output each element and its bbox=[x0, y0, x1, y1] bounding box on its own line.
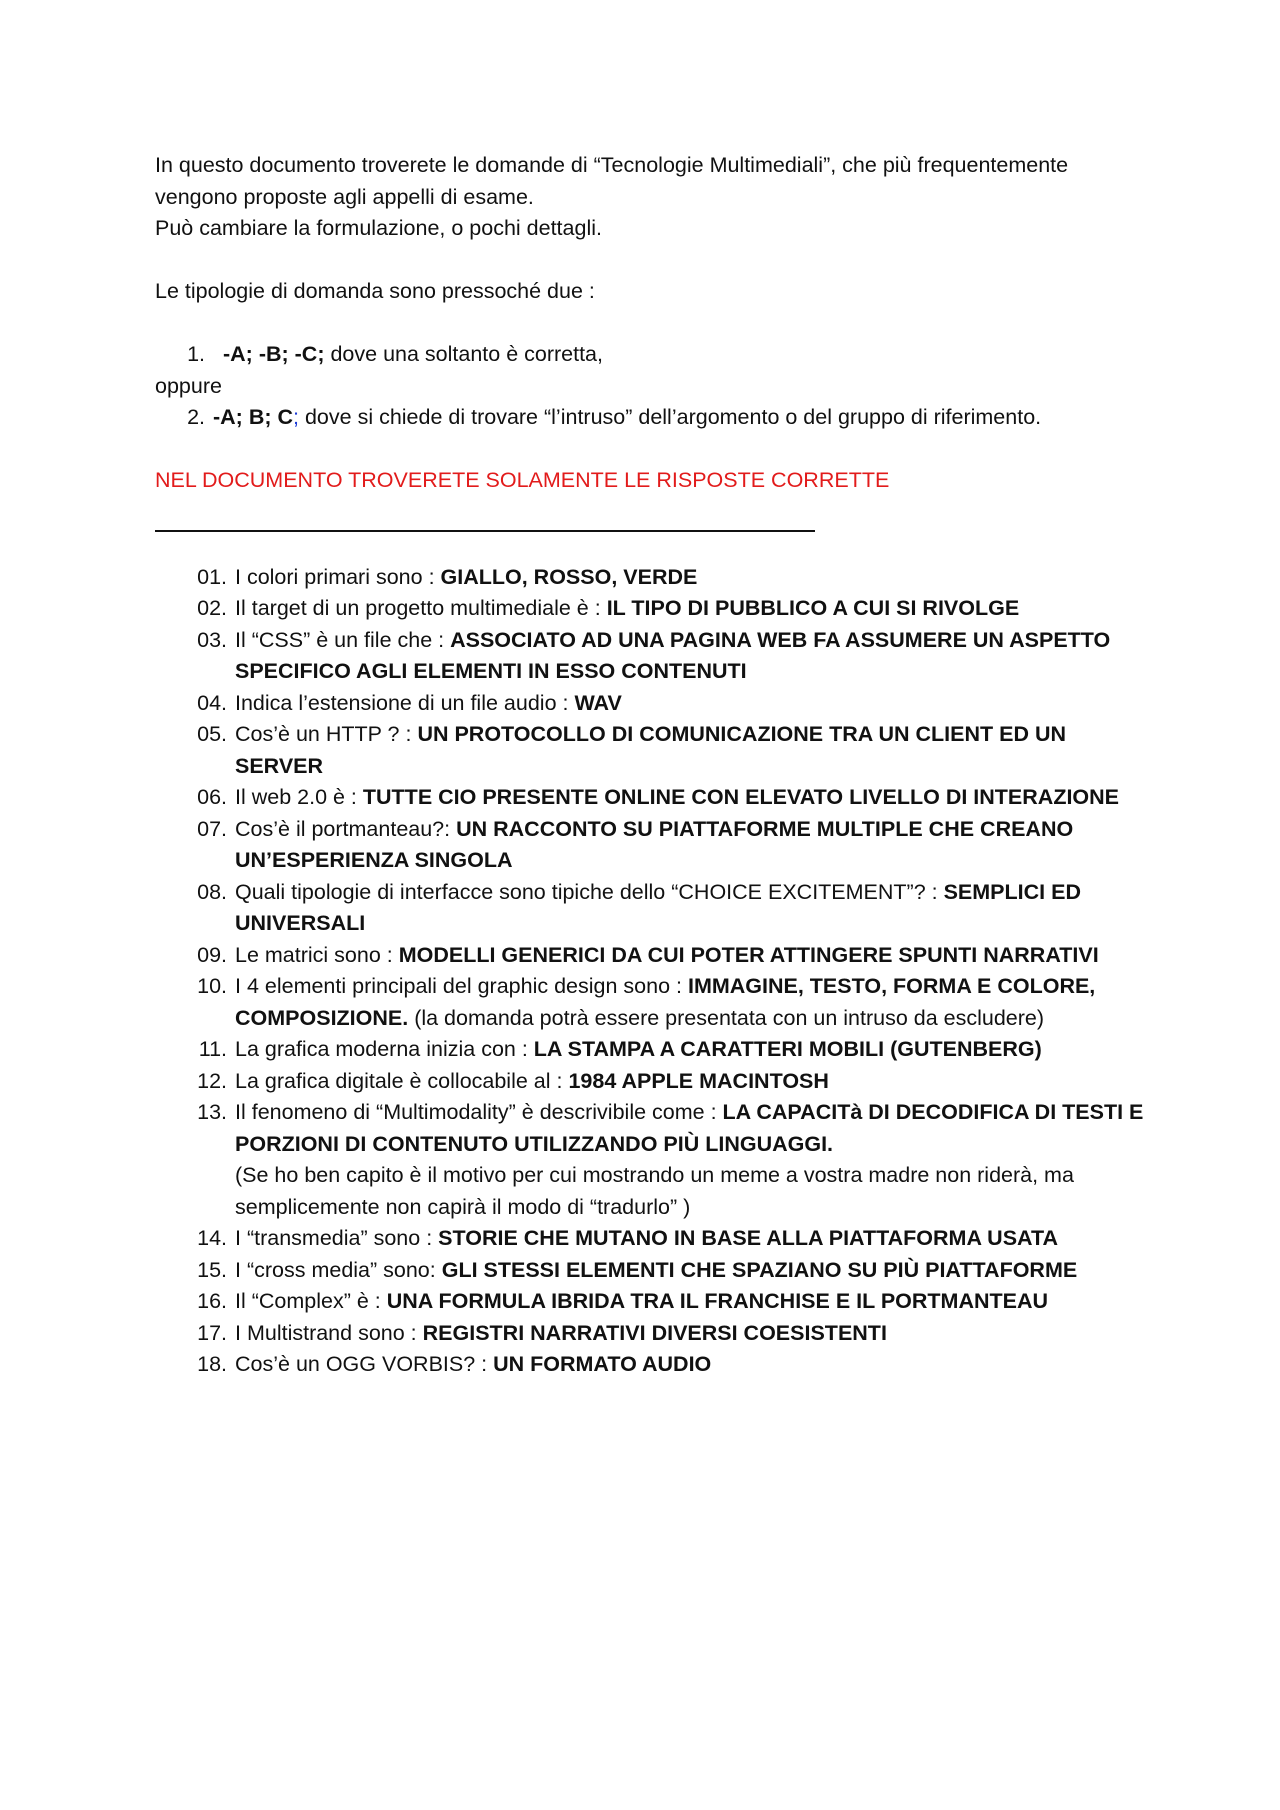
question-number: 15. bbox=[197, 1257, 233, 1282]
correct-answer: UN PROTOCOLLO DI COMUNICAZIONE TRA UN CLIENT ED UN SERVER bbox=[235, 722, 1067, 778]
question-item bbox=[155, 1286, 1145, 1318]
question-number: 16. bbox=[197, 1289, 233, 1313]
correct-answer: MODELLI GENERICI DA CUI POTER ATTINGERE SPUNTI NARRATIVI bbox=[398, 942, 1099, 967]
question-prompt: Le matrici sono : bbox=[235, 942, 399, 967]
question-text bbox=[233, 625, 1145, 688]
question-prompt: La grafica digitale è collocabile al : bbox=[235, 1068, 569, 1093]
correct-answer: WAV bbox=[574, 690, 622, 715]
horizontal-divider bbox=[155, 530, 815, 532]
correct-answer: UNA FORMULA IBRIDA TRA IL FRANCHISE E IL PORTMANTEAU bbox=[386, 1289, 1049, 1313]
question-item bbox=[155, 1349, 1145, 1381]
correct-answer: STORIE CHE MUTANO IN BASE ALLA PIATTAFORMA USATA bbox=[438, 1226, 1059, 1250]
correct-answer: REGISTRI NARRATIVI DIVERSI COESISTENTI bbox=[422, 1320, 887, 1345]
question-item bbox=[155, 782, 1145, 814]
question-prompt: Il fenomeno di “Multimodality” è descrivibile come : bbox=[235, 1100, 723, 1124]
question-prompt: Quali tipologie di interfacce sono tipiche dello “CHOICE EXCITEMENT”? : bbox=[235, 879, 944, 904]
question-number: 17. bbox=[197, 1320, 233, 1345]
question-prompt: Il “Complex” è : bbox=[235, 1289, 387, 1313]
question-text bbox=[233, 1097, 1145, 1223]
correct-answer: GLI STESSI ELEMENTI CHE SPAZIANO SU PIÙ PIATTAFORME bbox=[441, 1257, 1078, 1282]
correct-answer: ASSOCIATO AD UNA PAGINA WEB FA ASSUMERE UN ASPETTO SPECIFICO AGLI ELEMENTI IN ESSO CONTENUTI bbox=[235, 627, 1111, 683]
question-text bbox=[233, 593, 1145, 625]
option-text bbox=[223, 339, 603, 371]
question-item bbox=[155, 1097, 1145, 1223]
question-note: (Se ho ben capito è il motivo per cui mostrando un meme a vostra madre non riderà, ma semplicemente non capirà il modo di “tradurlo” ) bbox=[235, 1163, 1074, 1219]
question-item bbox=[155, 971, 1145, 1034]
intro-note: Può cambiare la formulazione, o pochi dettagli. bbox=[155, 216, 602, 240]
question-number: 09. bbox=[197, 942, 233, 967]
question-prompt: Indica l’estensione di un file audio : bbox=[235, 690, 575, 715]
question-number: 06. bbox=[197, 785, 233, 809]
question-number: 03. bbox=[197, 627, 233, 652]
question-item bbox=[155, 719, 1145, 782]
question-text bbox=[233, 971, 1145, 1034]
question-text bbox=[233, 562, 1145, 594]
notice-heading: NEL DOCUMENTO TROVERETE SOLAMENTE LE RISPOSTE CORRETTE bbox=[155, 468, 890, 492]
correct-answer: LA STAMPA A CARATTERI MOBILI (GUTENBERG) bbox=[533, 1037, 1042, 1061]
questions-list bbox=[155, 562, 1145, 1381]
option-choices: -A; B; C bbox=[213, 405, 294, 429]
option-separator: ; bbox=[293, 405, 299, 429]
question-item bbox=[155, 814, 1145, 877]
correct-answer: TUTTE CIO PRESENTE ONLINE CON ELEVATO LIVELLO DI INTERAZIONE bbox=[362, 785, 1120, 809]
question-item bbox=[155, 877, 1145, 940]
question-text bbox=[233, 1349, 1145, 1381]
question-text bbox=[233, 1066, 1145, 1098]
question-text bbox=[233, 719, 1145, 782]
question-prompt: Il target di un progetto multimediale è : bbox=[235, 596, 607, 620]
question-number: 18. bbox=[197, 1352, 233, 1376]
question-prompt: Il web 2.0 è : bbox=[235, 785, 363, 809]
question-number: 02. bbox=[197, 596, 233, 620]
question-item bbox=[155, 1255, 1145, 1287]
correct-answer: SEMPLICI ED UNIVERSALI bbox=[235, 879, 1081, 935]
question-prompt: Il “CSS” è un file che : bbox=[235, 627, 451, 652]
question-text bbox=[233, 782, 1145, 814]
type-option-2 bbox=[155, 402, 1145, 434]
question-number: 10. bbox=[197, 974, 233, 998]
intro-paragraph: In questo documento troverete le domande di “Tecnologie Multimediali”, che più frequentemente vengono proposte agli appelli di esame. bbox=[155, 153, 1069, 209]
question-text bbox=[233, 1255, 1145, 1287]
question-item bbox=[155, 1318, 1145, 1350]
option-choices: -A; -B; -C; bbox=[223, 342, 325, 366]
question-prompt: I colori primari sono : bbox=[235, 564, 441, 589]
question-item bbox=[155, 688, 1145, 720]
question-text bbox=[233, 688, 1145, 720]
question-item bbox=[155, 625, 1145, 688]
question-item bbox=[155, 593, 1145, 625]
question-number: 04. bbox=[197, 690, 233, 715]
type-option-1 bbox=[155, 339, 1145, 371]
question-prompt: I Multistrand sono : bbox=[235, 1320, 423, 1345]
question-prompt: I “transmedia” sono : bbox=[235, 1226, 439, 1250]
option-description: dove una soltanto è corretta, bbox=[324, 342, 603, 366]
correct-answer: IMMAGINE, TESTO, FORMA E COLORE, COMPOSIZIONE. bbox=[235, 974, 1096, 1030]
question-item bbox=[155, 1223, 1145, 1255]
question-note: (la domanda potrà essere presentata con un intruso da escludere) bbox=[408, 1005, 1045, 1030]
correct-answer: UN FORMATO AUDIO bbox=[493, 1352, 712, 1376]
types-intro: Le tipologie di domanda sono pressoché due : bbox=[155, 279, 595, 303]
question-number: 05. bbox=[197, 722, 233, 746]
question-text bbox=[233, 1318, 1145, 1350]
question-text bbox=[233, 877, 1145, 940]
oppure-text: oppure bbox=[155, 373, 222, 398]
question-text bbox=[233, 1034, 1145, 1066]
question-prompt: I 4 elementi principali del graphic design sono : bbox=[235, 974, 688, 998]
question-number: 11. bbox=[198, 1037, 233, 1061]
option-description: dove si chiede di trovare “l’intruso” dell’argomento o del gruppo di riferimento. bbox=[299, 405, 1042, 429]
spacer bbox=[155, 434, 1145, 466]
question-item bbox=[155, 1066, 1145, 1098]
correct-answer: IL TIPO DI PUBBLICO A CUI SI RIVOLGE bbox=[606, 596, 1020, 620]
question-number: 08. bbox=[197, 879, 233, 904]
question-number: 01. bbox=[197, 564, 233, 589]
correct-answer: 1984 APPLE MACINTOSH bbox=[568, 1068, 829, 1093]
question-text bbox=[233, 940, 1145, 972]
option-number: 1. bbox=[187, 342, 205, 366]
correct-answer: GIALLO, ROSSO, VERDE bbox=[440, 564, 698, 589]
question-number: 07. bbox=[197, 816, 233, 841]
spacer bbox=[155, 308, 1145, 340]
option-number: 2. bbox=[187, 405, 205, 429]
document-page bbox=[155, 150, 1145, 1381]
question-prompt: Cos’è un HTTP ? : bbox=[235, 722, 418, 746]
spacer bbox=[155, 245, 1145, 277]
question-text bbox=[233, 814, 1145, 877]
question-item bbox=[155, 1034, 1145, 1066]
question-item bbox=[155, 562, 1145, 594]
question-prompt: La grafica moderna inizia con : bbox=[235, 1037, 534, 1061]
question-item bbox=[155, 940, 1145, 972]
question-text bbox=[233, 1286, 1145, 1318]
question-text bbox=[233, 1223, 1145, 1255]
correct-answer: LA CAPACITà DI DECODIFICA DI TESTI E PORZIONI DI CONTENUTO UTILIZZANDO PIÙ LINGUAGGI. bbox=[235, 1100, 1144, 1156]
question-prompt: Cos’è un OGG VORBIS? : bbox=[235, 1352, 494, 1376]
question-prompt: I “cross media” sono: bbox=[235, 1257, 442, 1282]
question-number: 12. bbox=[197, 1068, 233, 1093]
correct-answer: UN RACCONTO SU PIATTAFORME MULTIPLE CHE CREANO UN’ESPERIENZA SINGOLA bbox=[235, 816, 1074, 872]
question-prompt: Cos’è il portmanteau?: bbox=[235, 816, 457, 841]
question-number: 13. bbox=[197, 1100, 233, 1124]
question-number: 14. bbox=[197, 1226, 233, 1250]
